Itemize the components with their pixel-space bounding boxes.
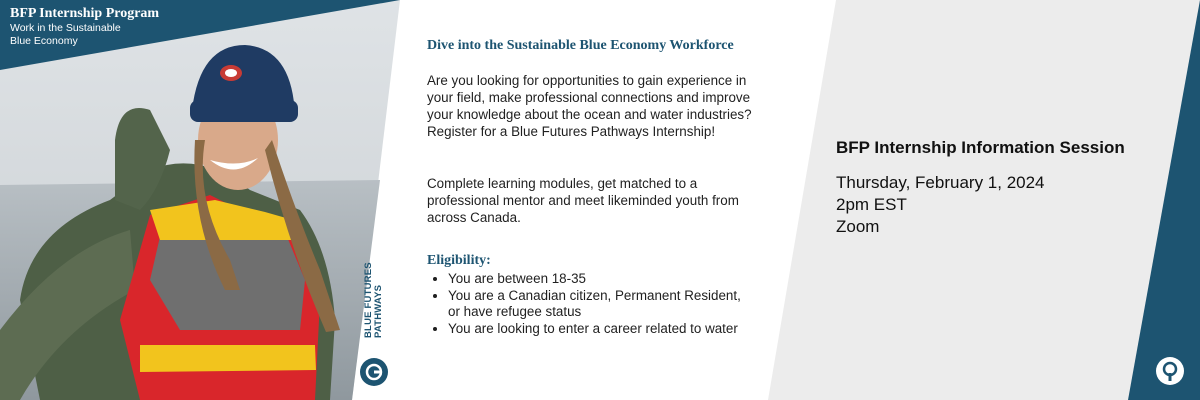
session-title: BFP Internship Information Session <box>836 138 1125 157</box>
corner-logo-icon <box>1155 356 1185 386</box>
eligibility-list <box>427 270 748 337</box>
eligibility-heading: Eligibility: <box>427 253 491 268</box>
session-date: Thursday, February 1, 2024 <box>836 173 1045 192</box>
program-title: BFP Internship Program <box>10 6 160 21</box>
eligibility-item: • You are a Canadian citizen, Permanent Resident, or have refugee status <box>448 288 748 320</box>
session-platform: Zoom <box>836 217 880 236</box>
session-time: 2pm EST <box>836 195 907 214</box>
program-paragraph: Complete learning modules, get matched to a professional mentor and meet likeminded youth from across Canada. <box>427 176 739 225</box>
brand-logo-icon <box>360 358 388 386</box>
eligibility-item: • You are looking to enter a career related to water <box>448 321 748 337</box>
eligibility-item: • You are between 18-35 <box>448 271 748 287</box>
hero-photo <box>0 0 400 400</box>
intro-paragraph: Are you looking for opportunities to gain experience in your field, make professional connections and improve your knowledge about the ocean and water industries? Register for a Blue Futures Pathways Internship! <box>427 73 752 139</box>
content-title: Dive into the Sustainable Blue Economy Workforce <box>427 38 734 53</box>
brand-wordmark: BLUE FUTURES PATHWAYS <box>363 262 384 338</box>
program-subtitle: Work in the Sustainable Blue Economy <box>10 22 121 47</box>
